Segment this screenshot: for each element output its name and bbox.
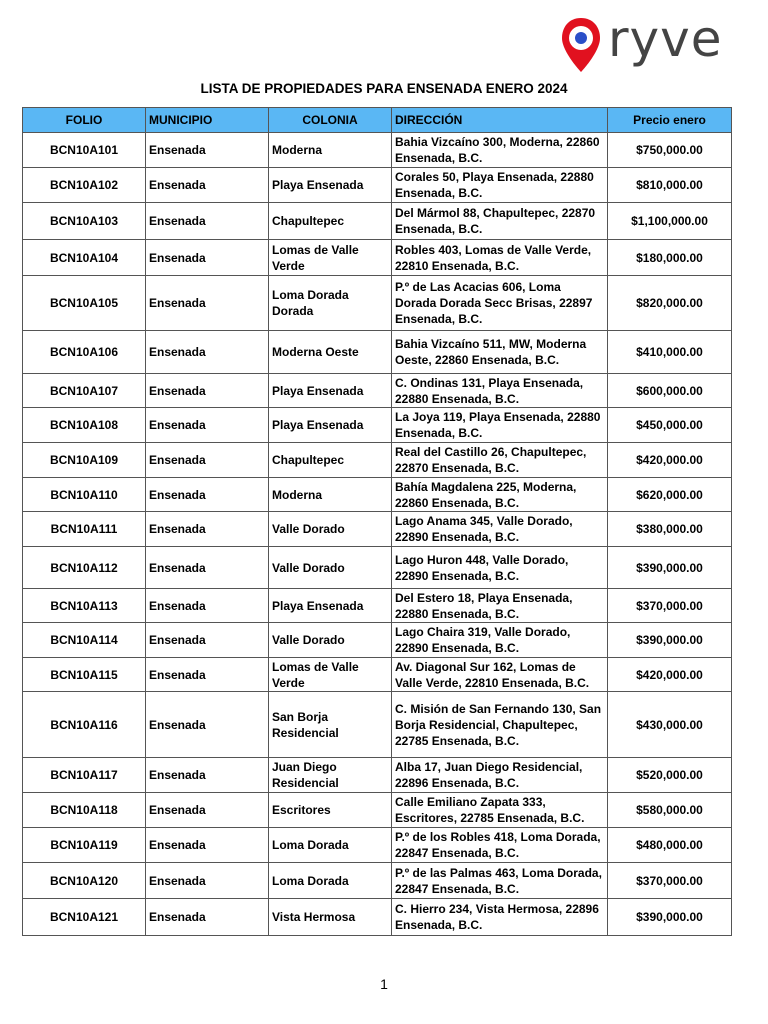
colonia-cell: Playa Ensenada [269, 168, 392, 203]
table-row [23, 331, 732, 374]
document-title: LISTA DE PROPIEDADES PARA ENSENADA ENERO 2024 [200, 81, 568, 96]
direccion-cell: Alba 17, Juan Diego Residencial, 22896 Ensenada, B.C. [392, 758, 608, 793]
table-row [23, 240, 732, 276]
precio-cell: $180,000.00 [608, 240, 732, 276]
colonia-cell: Loma Dorada Dorada [269, 276, 392, 331]
direccion-cell: Calle Emiliano Zapata 333, Escritores, 22785 Ensenada, B.C. [392, 793, 608, 828]
logo-wordmark: ryve [608, 10, 723, 68]
table-row [23, 547, 732, 589]
folio-cell: BCN10A108 [23, 408, 146, 443]
municipio-cell: Ensenada [146, 276, 269, 331]
colonia-cell: Chapultepec [269, 203, 392, 240]
municipio-cell: Ensenada [146, 658, 269, 692]
column-header-colonia: COLONIA [269, 108, 392, 133]
precio-cell: $580,000.00 [608, 793, 732, 828]
table-row [23, 443, 732, 478]
colonia-cell: Chapultepec [269, 443, 392, 478]
table-row [23, 512, 732, 547]
column-header-municipio: MUNICIPIO [146, 108, 269, 133]
municipio-cell: Ensenada [146, 374, 269, 408]
folio-cell: BCN10A110 [23, 478, 146, 512]
colonia-cell: San Borja Residencial [269, 692, 392, 758]
direccion-cell: Robles 403, Lomas de Valle Verde, 22810 Ensenada, B.C. [392, 240, 608, 276]
colonia-cell: Lomas de Valle Verde [269, 240, 392, 276]
direccion-cell: Av. Diagonal Sur 162, Lomas de Valle Verde, 22810 Ensenada, B.C. [392, 658, 608, 692]
colonia-cell: Valle Dorado [269, 512, 392, 547]
folio-cell: BCN10A117 [23, 758, 146, 793]
municipio-cell: Ensenada [146, 828, 269, 863]
direccion-cell: C. Misión de San Fernando 130, San Borja Residencial, Chapultepec, 22785 Ensenada, B.C. [392, 692, 608, 758]
direccion-cell: Bahia Vizcaíno 511, MW, Moderna Oeste, 22860 Ensenada, B.C. [392, 331, 608, 374]
direccion-cell: Corales 50, Playa Ensenada, 22880 Ensenada, B.C. [392, 168, 608, 203]
table-row [23, 168, 732, 203]
precio-cell: $820,000.00 [608, 276, 732, 331]
municipio-cell: Ensenada [146, 589, 269, 623]
direccion-cell: P.º de las Palmas 463, Loma Dorada, 22847 Ensenada, B.C. [392, 863, 608, 899]
folio-cell: BCN10A102 [23, 168, 146, 203]
direccion-cell: P.º de los Robles 418, Loma Dorada, 22847 Ensenada, B.C. [392, 828, 608, 863]
colonia-cell: Escritores [269, 793, 392, 828]
municipio-cell: Ensenada [146, 623, 269, 658]
location-pin-icon [560, 16, 602, 86]
municipio-cell: Ensenada [146, 512, 269, 547]
direccion-cell: Lago Huron 448, Valle Dorado, 22890 Ensenada, B.C. [392, 547, 608, 589]
precio-cell: $420,000.00 [608, 658, 732, 692]
folio-cell: BCN10A121 [23, 899, 146, 936]
colonia-cell: Moderna Oeste [269, 331, 392, 374]
precio-cell: $390,000.00 [608, 623, 732, 658]
page-number: 1 [380, 976, 388, 992]
table-row [23, 758, 732, 793]
colonia-cell: Juan Diego Residencial [269, 758, 392, 793]
folio-cell: BCN10A114 [23, 623, 146, 658]
table-row [23, 658, 732, 692]
precio-cell: $520,000.00 [608, 758, 732, 793]
folio-cell: BCN10A107 [23, 374, 146, 408]
municipio-cell: Ensenada [146, 408, 269, 443]
colonia-cell: Playa Ensenada [269, 374, 392, 408]
colonia-cell: Lomas de Valle Verde [269, 658, 392, 692]
direccion-cell: P.º de Las Acacias 606, Loma Dorada Dorada Secc Brisas, 22897 Ensenada, B.C. [392, 276, 608, 331]
colonia-cell: Moderna [269, 133, 392, 168]
precio-cell: $620,000.00 [608, 478, 732, 512]
table-row [23, 276, 732, 331]
direccion-cell: Real del Castillo 26, Chapultepec, 22870 Ensenada, B.C. [392, 443, 608, 478]
brand-logo [560, 10, 738, 86]
municipio-cell: Ensenada [146, 203, 269, 240]
table-row [23, 203, 732, 240]
direccion-cell: C. Hierro 234, Vista Hermosa, 22896 Ensenada, B.C. [392, 899, 608, 936]
municipio-cell: Ensenada [146, 758, 269, 793]
column-header-folio: FOLIO [23, 108, 146, 133]
precio-cell: $410,000.00 [608, 331, 732, 374]
precio-cell: $810,000.00 [608, 168, 732, 203]
column-header-direccion: DIRECCIÓN [392, 108, 608, 133]
municipio-cell: Ensenada [146, 133, 269, 168]
table-row [23, 863, 732, 899]
table-row [23, 589, 732, 623]
colonia-cell: Valle Dorado [269, 547, 392, 589]
table-row [23, 828, 732, 863]
folio-cell: BCN10A111 [23, 512, 146, 547]
table-row [23, 692, 732, 758]
colonia-cell: Moderna [269, 478, 392, 512]
direccion-cell: La Joya 119, Playa Ensenada, 22880 Ensenada, B.C. [392, 408, 608, 443]
precio-cell: $390,000.00 [608, 547, 732, 589]
colonia-cell: Playa Ensenada [269, 589, 392, 623]
precio-cell: $750,000.00 [608, 133, 732, 168]
direccion-cell: Lago Chaira 319, Valle Dorado, 22890 Ensenada, B.C. [392, 623, 608, 658]
precio-cell: $1,100,000.00 [608, 203, 732, 240]
table-row [23, 478, 732, 512]
folio-cell: BCN10A112 [23, 547, 146, 589]
precio-cell: $370,000.00 [608, 863, 732, 899]
colonia-cell: Loma Dorada [269, 828, 392, 863]
municipio-cell: Ensenada [146, 863, 269, 899]
folio-cell: BCN10A120 [23, 863, 146, 899]
colonia-cell: Valle Dorado [269, 623, 392, 658]
precio-cell: $420,000.00 [608, 443, 732, 478]
municipio-cell: Ensenada [146, 692, 269, 758]
table-row [23, 623, 732, 658]
municipio-cell: Ensenada [146, 899, 269, 936]
direccion-cell: C. Ondinas 131, Playa Ensenada, 22880 Ensenada, B.C. [392, 374, 608, 408]
municipio-cell: Ensenada [146, 331, 269, 374]
folio-cell: BCN10A118 [23, 793, 146, 828]
colonia-cell: Vista Hermosa [269, 899, 392, 936]
direccion-cell: Bahía Magdalena 225, Moderna, 22860 Ensenada, B.C. [392, 478, 608, 512]
table-header-row [23, 108, 732, 133]
direccion-cell: Bahia Vizcaíno 300, Moderna, 22860 Ensenada, B.C. [392, 133, 608, 168]
municipio-cell: Ensenada [146, 478, 269, 512]
folio-cell: BCN10A116 [23, 692, 146, 758]
table-row [23, 374, 732, 408]
precio-cell: $480,000.00 [608, 828, 732, 863]
table-row [23, 899, 732, 936]
direccion-cell: Lago Anama 345, Valle Dorado, 22890 Ensenada, B.C. [392, 512, 608, 547]
folio-cell: BCN10A101 [23, 133, 146, 168]
folio-cell: BCN10A119 [23, 828, 146, 863]
direccion-cell: Del Estero 18, Playa Ensenada, 22880 Ensenada, B.C. [392, 589, 608, 623]
precio-cell: $370,000.00 [608, 589, 732, 623]
municipio-cell: Ensenada [146, 547, 269, 589]
folio-cell: BCN10A109 [23, 443, 146, 478]
table-row [23, 133, 732, 168]
municipio-cell: Ensenada [146, 793, 269, 828]
colonia-cell: Playa Ensenada [269, 408, 392, 443]
table-row [23, 793, 732, 828]
column-header-precio: Precio enero [608, 108, 732, 133]
properties-table [22, 107, 732, 936]
folio-cell: BCN10A103 [23, 203, 146, 240]
direccion-cell: Del Mármol 88, Chapultepec, 22870 Ensenada, B.C. [392, 203, 608, 240]
precio-cell: $380,000.00 [608, 512, 732, 547]
table-row [23, 408, 732, 443]
municipio-cell: Ensenada [146, 168, 269, 203]
folio-cell: BCN10A115 [23, 658, 146, 692]
folio-cell: BCN10A106 [23, 331, 146, 374]
municipio-cell: Ensenada [146, 443, 269, 478]
municipio-cell: Ensenada [146, 240, 269, 276]
folio-cell: BCN10A105 [23, 276, 146, 331]
colonia-cell: Loma Dorada [269, 863, 392, 899]
precio-cell: $430,000.00 [608, 692, 732, 758]
precio-cell: $390,000.00 [608, 899, 732, 936]
precio-cell: $600,000.00 [608, 374, 732, 408]
folio-cell: BCN10A113 [23, 589, 146, 623]
folio-cell: BCN10A104 [23, 240, 146, 276]
precio-cell: $450,000.00 [608, 408, 732, 443]
